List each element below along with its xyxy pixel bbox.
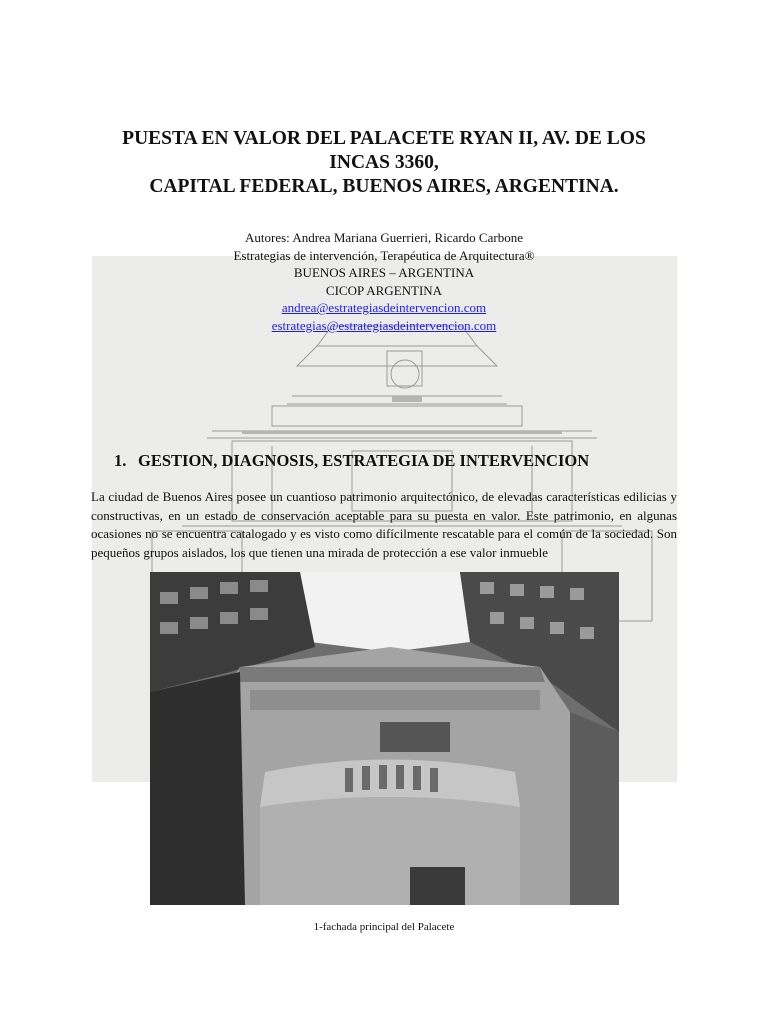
section-number: 1. [114, 451, 127, 470]
facade-photo [150, 572, 619, 905]
authors-line: Autores: Andrea Mariana Guerrieri, Ricardo Carbone [245, 230, 523, 245]
title-line-3: CAPITAL FEDERAL, BUENOS AIRES, ARGENTINA. [149, 176, 619, 197]
email-link-estrategias[interactable]: estrategias@estrategiasdeintervencion.com [271, 317, 497, 333]
facade-photo-image [150, 572, 619, 905]
org-line: CICOP ARGENTINA [325, 282, 443, 298]
title-line-1: PUESTA EN VALOR DEL PALACETE RYAN II, AV. DE LOS [122, 128, 646, 149]
title-line-2: INCAS 3360, [329, 152, 439, 173]
document-title [60, 127, 708, 199]
section-heading-text: GESTION, DIAGNOSIS, ESTRATEGIA DE INTERVENCION [138, 451, 590, 470]
author-block [120, 229, 648, 335]
section-heading [114, 451, 589, 471]
email-link-andrea[interactable]: andrea@estrategiasdeintervencion.com [281, 300, 487, 316]
city-line: BUENOS AIRES – ARGENTINA [293, 265, 475, 281]
intro-paragraph: La ciudad de Buenos Aires posee un cuantioso patrimonio arquitectónico, de elevadas características edilicias y constructivas, en un estado de conservación aceptable para su puesta en valor. Este patrimonio, en algunas ocasiones no se encuentra catalogado y es visto como difícilmente rescatable para el común de la sociedad. Son pequeños grupos aislados, los que tienen una mirada de protección a ese valor inmueble [91, 489, 677, 560]
photo-caption: 1-fachada principal del Palacete [313, 921, 455, 933]
affiliation-line: Estrategias de intervención, Terapéutica de Arquitectura® [233, 247, 535, 263]
